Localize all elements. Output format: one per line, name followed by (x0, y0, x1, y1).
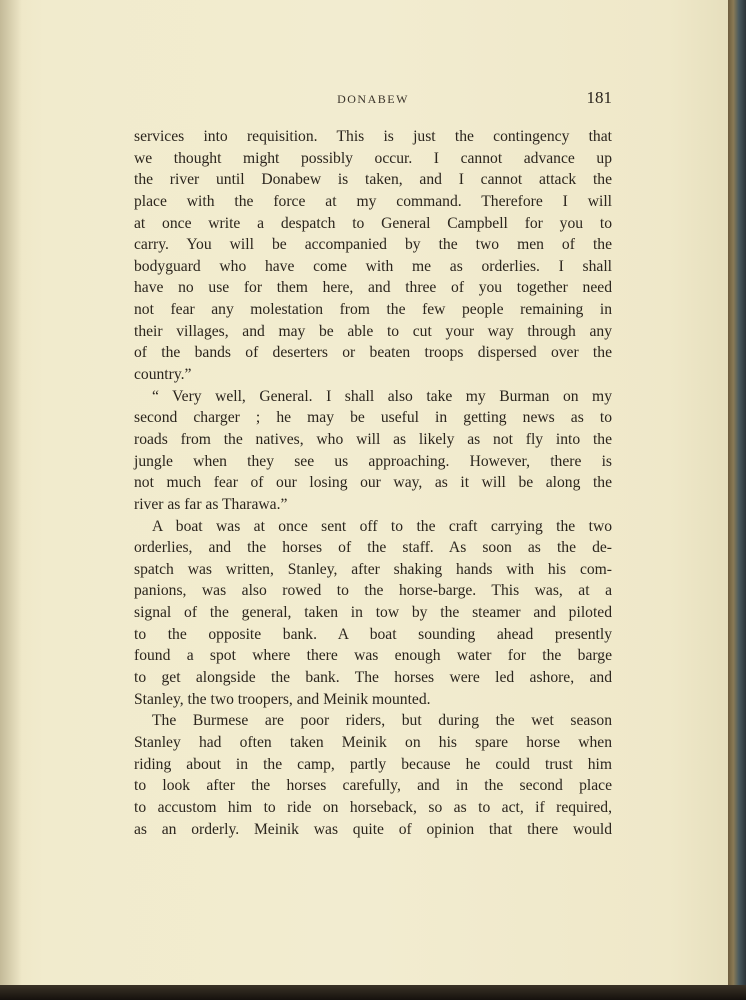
text-line: jungle when they see us approaching. However, there is (134, 452, 612, 470)
text-line: at once write a despatch to General Campbell for you to (134, 214, 612, 232)
text-line: panions, was also rowed to the horse-barge. This was, at a (134, 582, 612, 600)
text-line: Stanley, the two troopers, and Meinik mounted. (134, 690, 431, 708)
gutter-shadow (0, 0, 22, 985)
page-number: 181 (586, 88, 612, 107)
text-line: as an orderly. Meinik was quite of opinion that there would (134, 820, 612, 838)
text-line: place with the force at my command. Therefore I will (134, 192, 612, 210)
text-line: riding about in the camp, partly because he could trust him (134, 755, 612, 773)
text-line: signal of the general, taken in tow by the steamer and piloted (134, 604, 612, 622)
running-head (134, 88, 612, 110)
text-line: second charger ; he may be useful in getting news as to (134, 409, 612, 427)
text-line: orderlies, and the horses of the staff. As soon as the de- (134, 539, 612, 557)
text-line: country.” (134, 366, 192, 384)
page-edge (728, 0, 746, 1000)
text-line: to get alongside the bank. The horses were led ashore, and (134, 669, 612, 687)
text-line: services into requisition. This is just the contingency that (134, 128, 612, 145)
text-line: “ Very well, General. I shall also take my Burman on my (152, 387, 612, 405)
text-line: not fear any molestation from the few people remaining in (134, 301, 612, 319)
text-line: to look after the horses carefully, and in the second place (134, 777, 612, 795)
running-title: DONABEW (337, 92, 409, 106)
text-line: A boat was at once sent off to the craft carrying the two (152, 517, 612, 535)
text-line: to the opposite bank. A boat sounding ahead presently (134, 625, 612, 643)
text-line: The Burmese are poor riders, but during the wet season (152, 712, 612, 730)
body-text (134, 126, 612, 840)
text-line: bodyguard who have come with me as orderlies. I shall (134, 257, 612, 275)
text-line: the river until Donabew is taken, and I cannot attack the (134, 171, 612, 189)
bottom-edge (0, 985, 746, 1000)
text-line: we thought might possibly occur. I cannot advance up (134, 149, 612, 167)
text-line: of the bands of deserters or beaten troops dispersed over the (134, 344, 612, 362)
text-line: carry. You will be accompanied by the two men of the (134, 236, 612, 254)
text-line: not much fear of our losing our way, as it will be along the (134, 474, 612, 492)
text-line: river as far as Tharawa.” (134, 495, 288, 513)
text-line: roads from the natives, who will as likely as not fly into the (134, 430, 612, 448)
text-line: spatch was written, Stanley, after shaking hands with his com- (134, 560, 612, 578)
text-line: Stanley had often taken Meinik on his spare horse when (134, 733, 612, 751)
text-line: have no use for them here, and three of you together need (134, 279, 612, 297)
text-line: their villages, and may be able to cut your way through any (134, 322, 612, 340)
text-line: to accustom him to ride on horseback, so as to act, if required, (134, 798, 612, 816)
text-line: found a spot where there was enough water for the barge (134, 647, 612, 665)
